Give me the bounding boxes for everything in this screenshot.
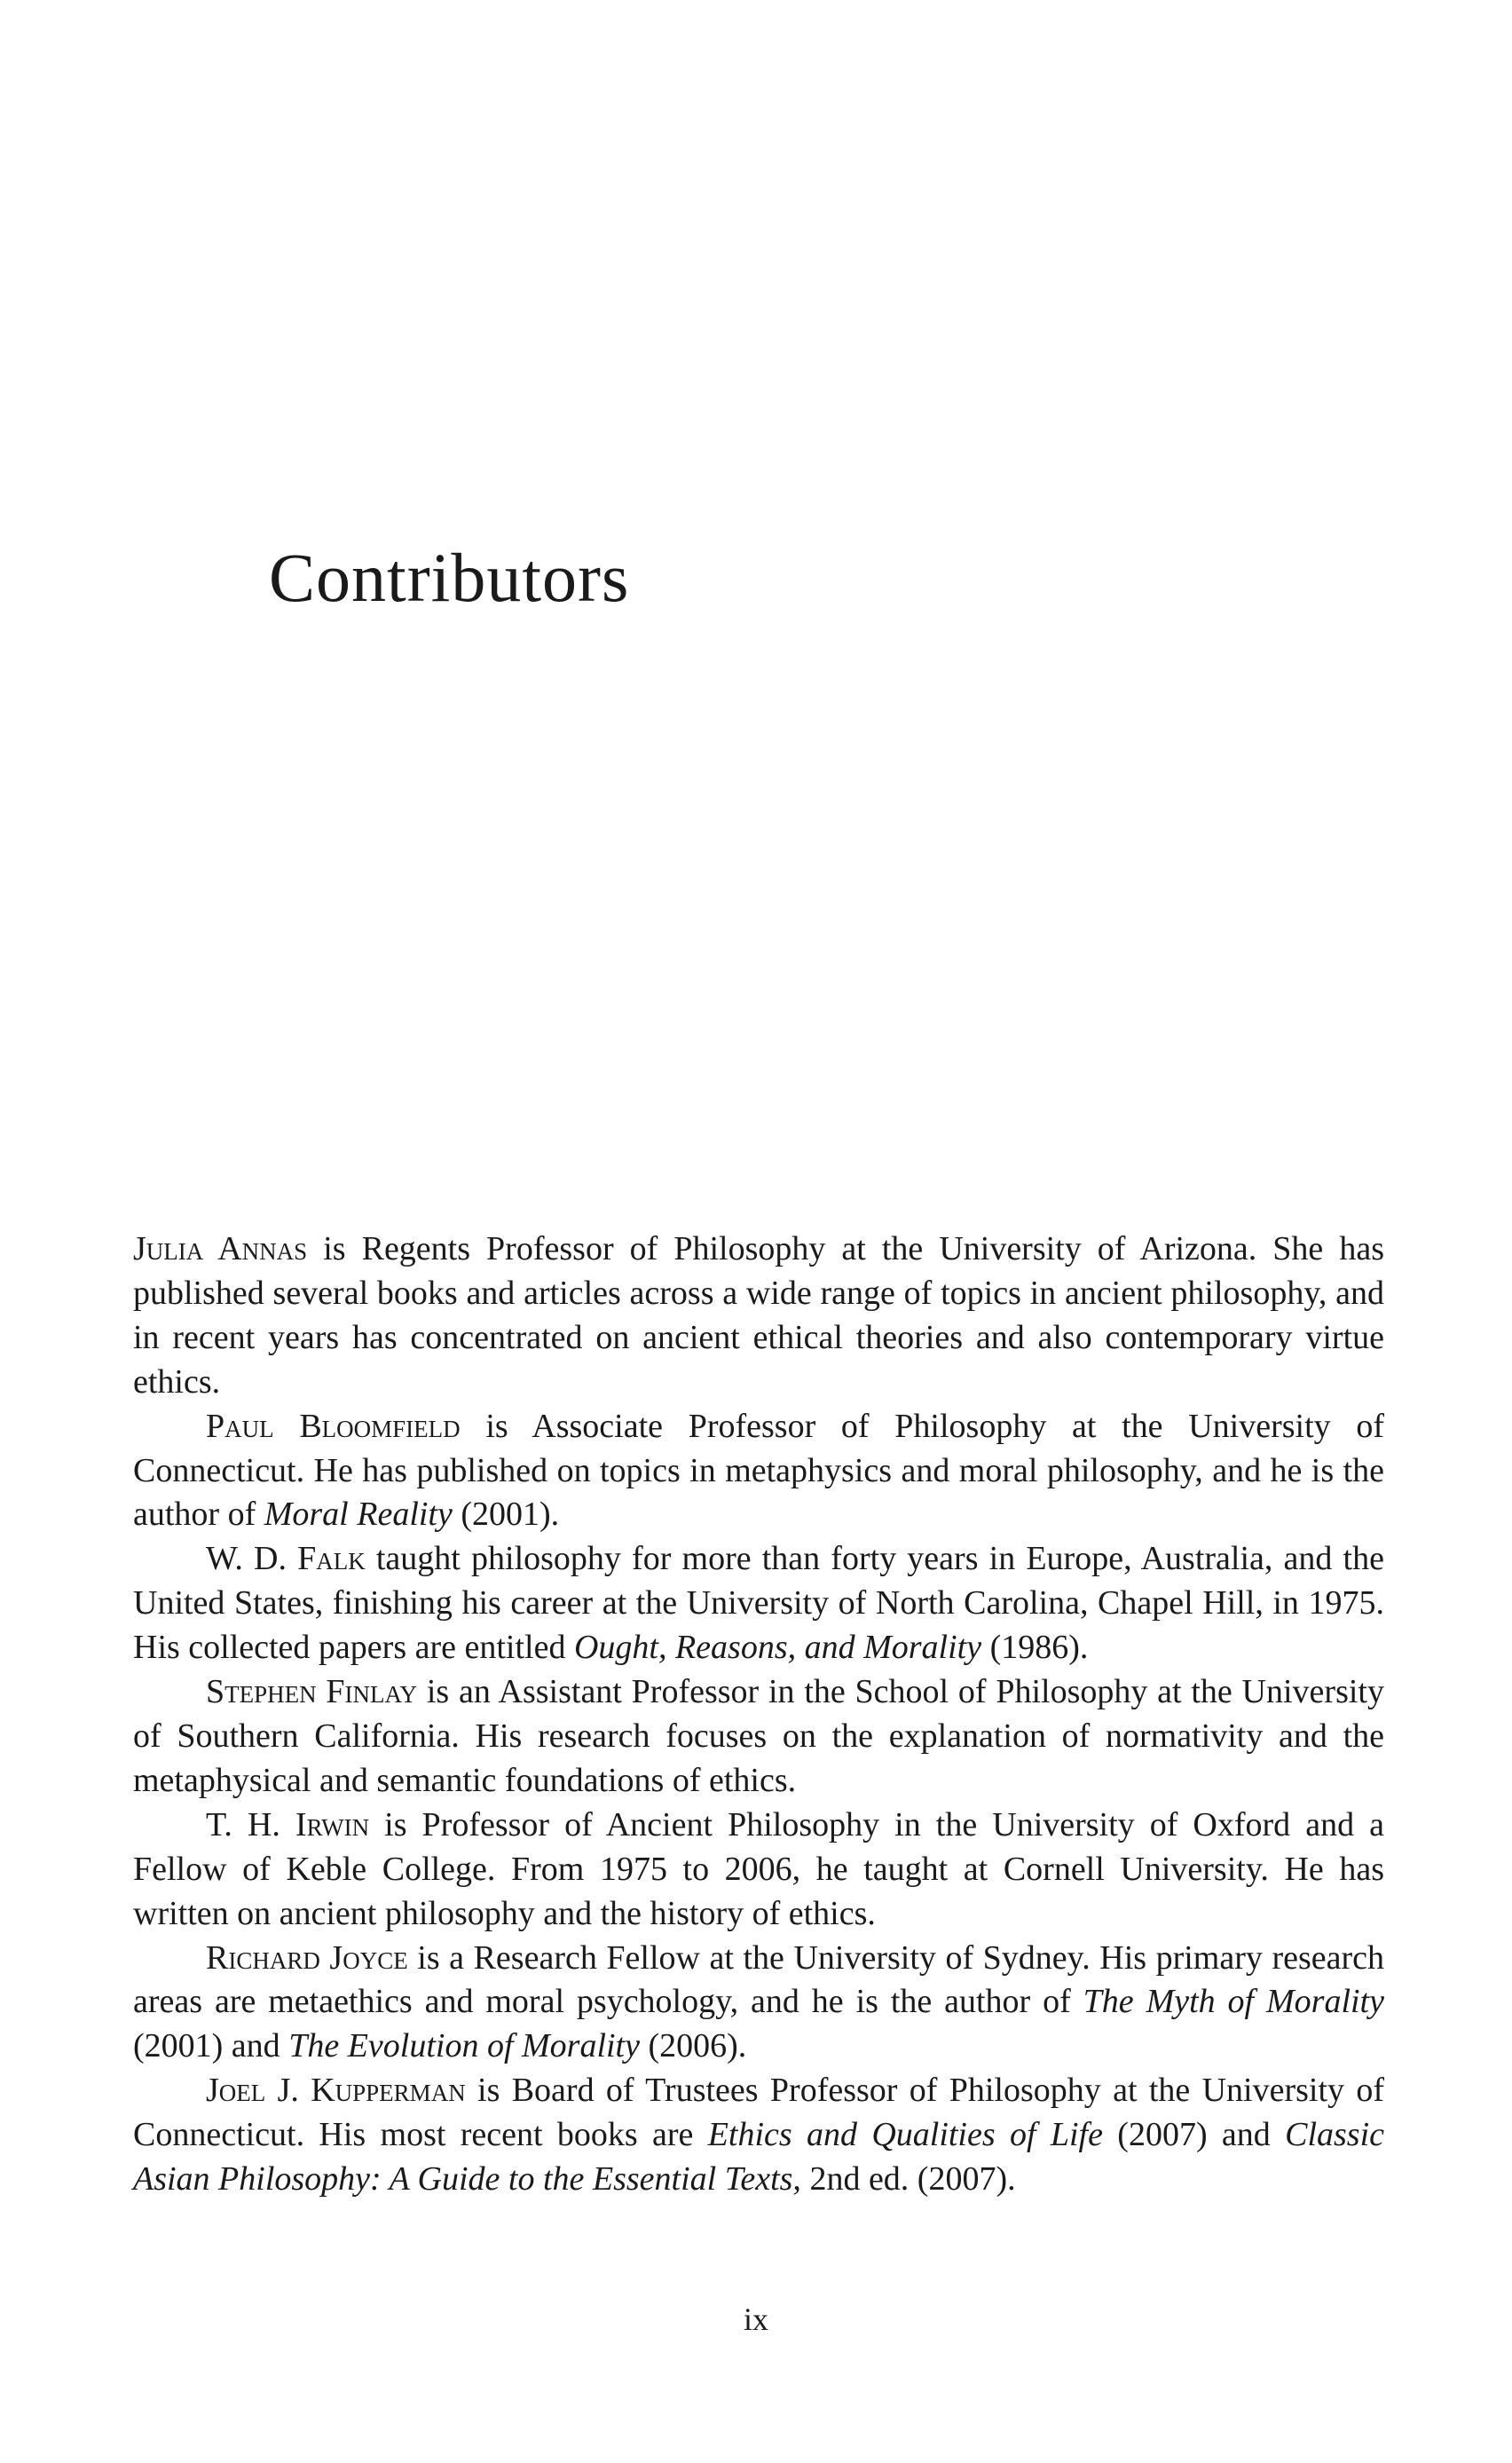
contributor-entry bbox=[133, 1228, 1384, 1405]
page-number: ix bbox=[743, 2301, 768, 2337]
bio-text: is Professor of Ancient Philosophy in the University of Oxford and a Fellow of Keble College. From 1975 to 2006, he taught at Cornell University. He has written on ancient philosophy and the history of ethics. bbox=[133, 1805, 1385, 1932]
book-title: The Evolution of Morality bbox=[288, 2027, 640, 2065]
contributor-name: T. H. Irwin bbox=[206, 1805, 370, 1843]
contributor-entry bbox=[133, 1537, 1384, 1670]
bio-text: (1986). bbox=[981, 1629, 1089, 1667]
bio-text: (2001). bbox=[452, 1496, 560, 1534]
bio-text: (2006). bbox=[639, 2027, 747, 2065]
contributor-name: W. D. Falk bbox=[206, 1540, 366, 1578]
book-title: Ethics and Qualities of Life bbox=[707, 2116, 1103, 2154]
contributor-entry bbox=[133, 2069, 1384, 2202]
bio-text: is Associate Professor of Philosophy at the University of Connecticut. He has published on topics in metaphysics and moral philosophy, and he is the author of bbox=[133, 1407, 1384, 1534]
bio-text: is an Assistant Professor in the School of Philosophy at the University of Southern California. His research focuses on the explanation of normativity and the metaphysical and semantic foundations of ethics. bbox=[133, 1673, 1384, 1799]
bio-text: 2nd ed. (2007). bbox=[800, 2160, 1016, 2199]
bio-text: taught philosophy for more than forty years in Europe, Australia, and the United States, finishing his career at the University of North Carolina, Chapel Hill, in 1975. His collected papers are entitled bbox=[133, 1540, 1384, 1667]
contributor-name: Julia Annas bbox=[133, 1230, 308, 1267]
book-title: Moral Reality bbox=[264, 1496, 453, 1534]
bio-text: is Board of Trustees Professor of Philosophy at the University of Connecticut. His most recent books are bbox=[133, 2072, 1385, 2154]
bio-text: is a Research Fellow at the University of Sydney. His primary research areas are metaethics and moral psychology, and he is the author of bbox=[133, 1938, 1385, 2021]
contributor-name: Paul Bloomfield bbox=[206, 1407, 461, 1445]
book-title: Ought, Reasons, and Morality bbox=[573, 1629, 982, 1667]
contributor-list bbox=[133, 1228, 1384, 2202]
contributor-name: Stephen Finlay bbox=[206, 1673, 418, 1711]
contributor-entry bbox=[133, 1804, 1384, 1937]
bio-text: is Regents Professor of Philosophy at the University of Arizona. She has published several books and articles across a wide range of topics in ancient philosophy, and in recent years has concentrated on ancient ethical theories and also contemporary virtue ethics. bbox=[133, 1230, 1384, 1401]
contributor-name: Joel J. Kupperman bbox=[206, 2072, 466, 2110]
book-title: The Myth of Morality bbox=[1083, 1983, 1384, 2021]
bio-text: (2007) and bbox=[1102, 2116, 1286, 2154]
page-title: Contributors bbox=[269, 539, 630, 616]
contributor-entry bbox=[133, 1937, 1384, 2070]
book-title: Classic Asian Philosophy: A Guide to the Essential Texts, bbox=[133, 2116, 1385, 2199]
bio-text: (2001) and bbox=[133, 2027, 289, 2065]
contributor-entry bbox=[133, 1670, 1384, 1804]
contributor-entry bbox=[133, 1405, 1384, 1538]
contributor-name: Richard Joyce bbox=[206, 1938, 408, 1977]
